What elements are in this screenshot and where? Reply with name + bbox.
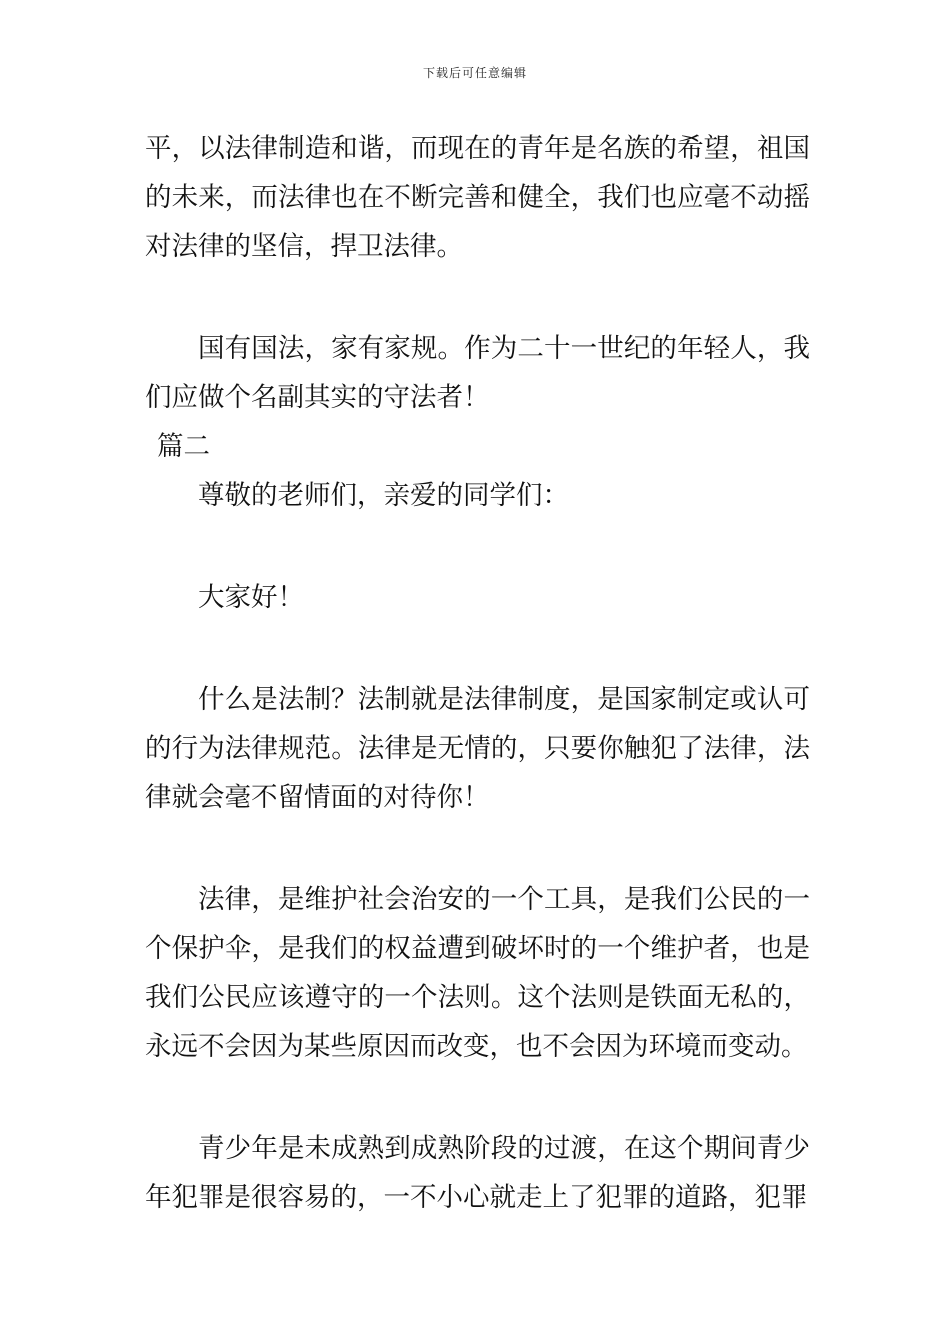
paragraph-gap — [145, 520, 810, 573]
paragraph-gap — [145, 622, 810, 675]
page-header-note: 下载后可任意编辑 — [422, 66, 527, 80]
paragraph-law-as-tool: 法律，是维护社会治安的一个工具，是我们公民的一个保护伞，是我们的权益遭到破坏时的一个维护者，也是我们公民应该遵守的一个法则。这个法则是铁面无私的，永远不会因为某些原因而改变，也不会因为环境而变动。 — [145, 884, 810, 1062]
paragraph-what-is-legal-system: 什么是法制？法制就是法律制度，是国家制定或认可的行为法律规范。法律是无情的，只要你触犯了法律，法律就会毫不留情面的对待你！ — [145, 684, 810, 813]
section-heading: 篇二 — [157, 431, 210, 462]
paragraph-youth-crime: 青少年是未成熟到成熟阶段的过渡，在这个期间青少年犯罪是很容易的，一不小心就走上了犯罪的道路，犯罪 — [145, 1133, 810, 1213]
salutation: 尊敬的老师们，亲爱的同学们： — [198, 480, 569, 511]
paragraph-law-abiding: 国有国法，家有家规。作为二十一世纪的年轻人，我们应做个名副其实的守法者！ — [145, 333, 810, 413]
document-body — [145, 124, 810, 1222]
paragraph-gap — [145, 822, 810, 875]
paragraph-continuation: 平，以法律制造和谐，而现在的青年是名族的希望，祖国的未来，而法律也在不断完善和健全，我们也应毫不动摇对法律的坚信，捍卫法律。 — [145, 133, 810, 262]
greeting: 大家好！ — [198, 582, 304, 613]
paragraph-gap — [145, 1071, 810, 1124]
paragraph-gap — [145, 271, 810, 324]
